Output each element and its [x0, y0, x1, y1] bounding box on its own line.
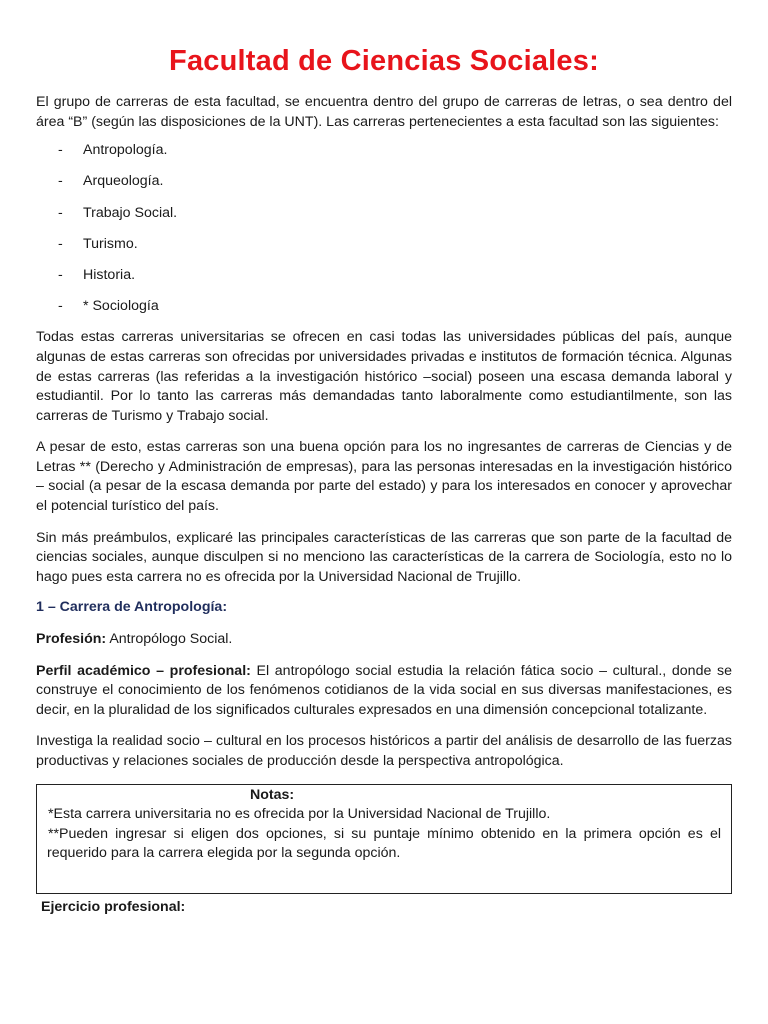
profesion-line	[36, 630, 732, 650]
careers-list	[36, 141, 732, 317]
list-dash: -	[58, 173, 63, 190]
preamble-paragraph: Sin más preámbulos, explicaré las principales características de las carreras que son parte de la facultad de ciencias sociales, aunque disculpen si no menciono las características de la carrera de Sociología, esto no lo hago pues esta carrera no es ofrecida por la Universidad Nacional de Trujillo.	[36, 529, 732, 585]
list-dash: -	[58, 142, 63, 159]
section-heading-antropologia: 1 – Carrera de Antropología:	[36, 599, 228, 616]
notes-title: Notas:	[250, 786, 295, 803]
perfil-paragraph	[36, 662, 732, 721]
list-item-label: Trabajo Social.	[83, 204, 178, 221]
list-item	[36, 297, 732, 317]
list-item	[36, 235, 732, 255]
list-item-label: * Sociología	[83, 298, 159, 315]
list-dash: -	[58, 266, 63, 283]
page-title: Facultad de Ciencias Sociales:	[169, 45, 599, 77]
perfil-value: El antropólogo social estudia la relación fática socio – cultural., donde se construye el conocimiento de los fenómenos cotidianos de la vida social en sus diversas manifestaciones, es decir, en la pluralidad de los significados culturales expresados en una dimensión concepcional totalizante.	[36, 662, 732, 718]
careers-overview-paragraph: Todas estas carreras universitarias se ofrecen en casi todas las universidades públicas del país, aunque algunas de estas carreras son ofrecidas por universidades privadas e institutos de formación técnica. Algunas de estas carreras (las referidas a la investigación histórico –social) poseen una escasa demanda laboral y estudiantil. Por lo tanto las carreras más demandadas tanto laboralmente como estudiantilmente, son las carreras de Turismo y Trabajo social.	[36, 329, 732, 424]
list-item	[36, 204, 732, 224]
list-item-label: Antropología.	[83, 142, 168, 159]
note-1: *Esta carrera universitaria no es ofrecida por la Universidad Nacional de Trujillo.	[48, 806, 551, 823]
profesion-label: Profesión:	[36, 631, 107, 648]
options-paragraph: A pesar de esto, estas carreras son una buena opción para los no ingresantes de carreras de Ciencias y de Letras ** (Derecho y Administración de empresas), para las personas interesadas en la investigación histórico – social (a pesar de la escasa demanda por parte del estado) y para los interesados en conocer y aprovechar el potencial turístico del país.	[36, 439, 732, 515]
ejercicio-heading: Ejercicio profesional:	[41, 898, 186, 915]
list-item-label: Arqueología.	[83, 173, 164, 190]
list-item	[36, 266, 732, 286]
list-dash: -	[58, 298, 63, 315]
list-item-label: Historia.	[83, 266, 136, 283]
list-item	[36, 172, 732, 192]
investiga-paragraph: Investiga la realidad socio – cultural en los procesos históricos a partir del análisis de desarrollo de las fuerzas productivas y relaciones sociales de producción desde la perspectiva antropológica.	[36, 733, 732, 769]
profesion-value: Antropólogo Social.	[106, 631, 233, 648]
note-2: **Pueden ingresar si eligen dos opciones, si su puntaje mínimo obtenido en la primera opción es el requerido para la carrera elegida por la segunda opción.	[47, 825, 721, 862]
intro-paragraph: El grupo de carreras de esta facultad, se encuentra dentro del grupo de carreras de letras, o sea dentro del área “B” (según las disposiciones de la UNT). Las carreras pertenecientes a esta facultad son las siguientes:	[36, 94, 732, 130]
list-dash: -	[58, 204, 63, 221]
list-item	[36, 141, 732, 161]
perfil-label: Perfil académico – profesional:	[36, 662, 251, 679]
list-dash: -	[58, 235, 63, 252]
notes-box	[36, 784, 732, 894]
list-item-label: Turismo.	[83, 235, 138, 252]
